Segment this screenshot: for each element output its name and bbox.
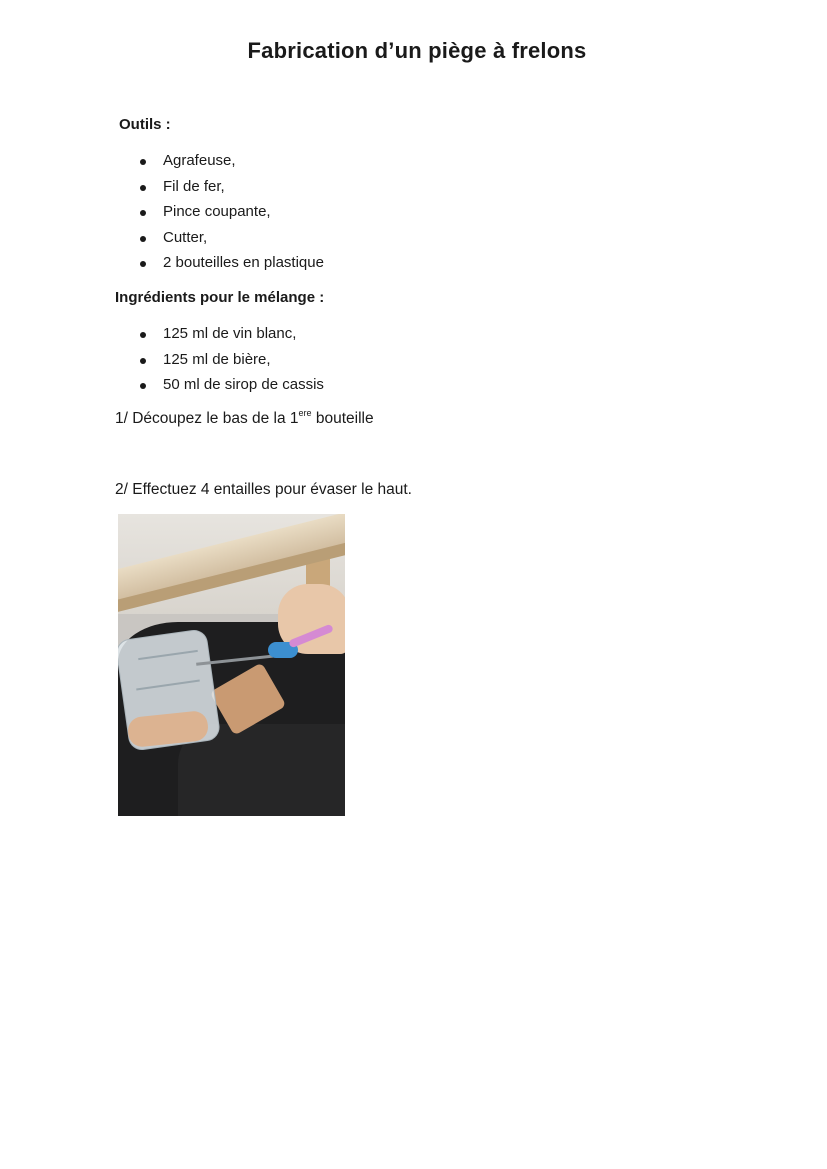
list-item: 50 ml de sirop de cassis <box>137 372 324 398</box>
list-item: Pince coupante, <box>137 199 324 225</box>
step-1 <box>115 410 374 428</box>
list-item: 125 ml de vin blanc, <box>137 321 324 347</box>
ingredients-list <box>137 321 324 398</box>
list-item: 125 ml de bière, <box>137 347 324 373</box>
step-1-text: 1/ Découpez le bas de la 1 <box>115 410 299 427</box>
step-1-suffix: bouteille <box>311 410 374 427</box>
list-item: Fil de fer, <box>137 174 324 200</box>
list-item: Cutter, <box>137 225 324 251</box>
list-item: Agrafeuse, <box>137 148 324 174</box>
tools-list <box>137 148 324 276</box>
ingredients-heading: Ingrédients pour le mélange : <box>115 289 325 306</box>
tools-heading: Outils : <box>119 116 171 133</box>
list-item: 2 bouteilles en plastique <box>137 250 324 276</box>
step-2-photo <box>118 514 345 816</box>
step-1-superscript: ere <box>298 408 312 418</box>
step-2: 2/ Effectuez 4 entailles pour évaser le haut. <box>115 481 412 498</box>
document-title: Fabrication d’un piège à frelons <box>247 38 587 63</box>
